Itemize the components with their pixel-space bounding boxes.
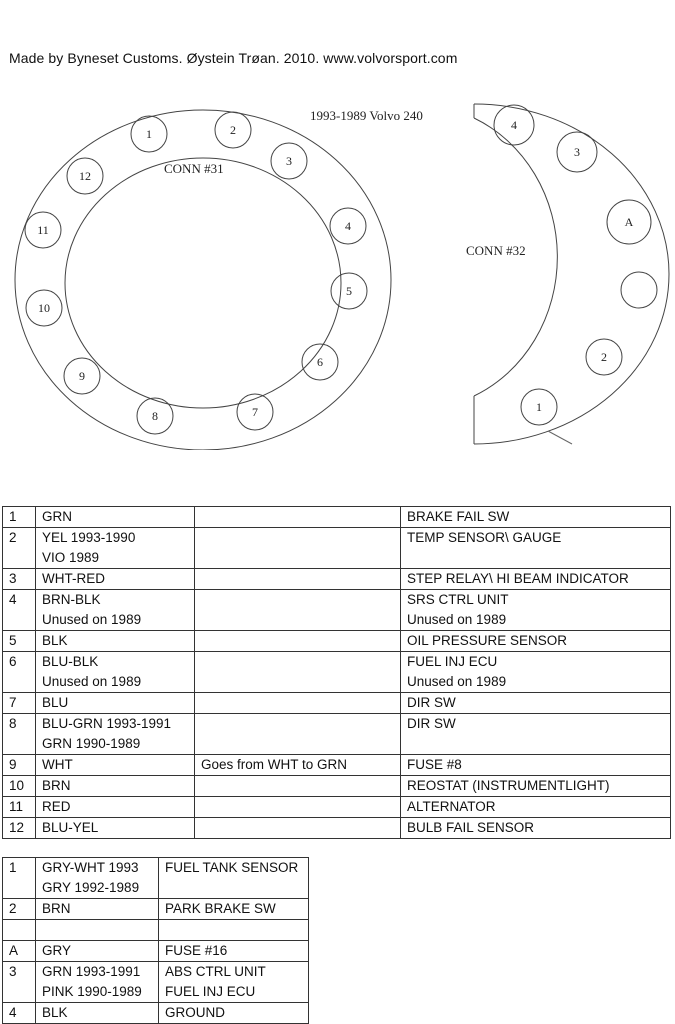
wire-color-cell [36,818,195,839]
pin-cell: 2 [3,899,36,920]
table-row [3,797,671,818]
cell-line: GRN 1993-1991 [42,964,141,979]
conn31-pin-9-label: 9 [79,369,85,383]
cell-line: FUSE #8 [407,757,462,772]
conn32-pin-6-label: 1 [536,400,542,414]
note-cell [195,631,401,652]
cell-line: GRN [42,509,72,524]
cell-line: BLK [42,1005,68,1020]
conn32-pin-3-label: A [624,215,634,229]
function-cell [401,693,671,714]
table-row [3,714,671,755]
cell-line: RED [42,799,71,814]
wire-color-cell [36,797,195,818]
note-cell [195,507,401,528]
conn31-pin-6-label: 6 [317,355,323,369]
cell-line: Unused on 1989 [407,612,507,627]
conn31-pinout-table [2,506,671,839]
cell-line [165,920,302,940]
conn32-pin-2-label: 3 [574,145,580,159]
table-row [3,507,671,528]
note-cell [195,693,401,714]
pin-cell: 12 [3,818,36,839]
conn31-pin-11-label: 11 [37,223,49,237]
table-row [3,818,671,839]
function-cell [401,797,671,818]
table-row [3,1003,309,1024]
cell-line: PINK 1990-1989 [42,984,142,999]
function-cell [159,899,309,920]
table-row [3,631,671,652]
table-row [3,569,671,590]
function-cell [401,776,671,797]
cell-line: REOSTAT (INSTRUMENTLIGHT) [407,778,610,793]
conn31-pin-8-label: 8 [152,409,158,423]
cell-line: BLU-YEL [42,820,99,835]
cell-line: VIO 1989 [42,550,100,565]
cell-line: BULB FAIL SENSOR [407,820,535,835]
wire-color-cell [36,528,195,569]
conn31-pin-12-label: 12 [79,169,91,183]
cell-line: FUEL TANK SENSOR [165,860,299,875]
conn32-pin-1-label: 4 [511,118,517,132]
cell-line: FUEL INJ ECU [165,984,256,999]
wire-color-cell [36,899,159,920]
note-cell: Goes from WHT to GRN [195,755,401,776]
table-row [3,941,309,962]
wire-color-cell [36,920,159,941]
wire-color-cell [36,962,159,1003]
wire-color-cell [36,693,195,714]
note-cell [195,569,401,590]
connector-diagram [0,90,675,450]
conn32-shape [474,104,669,444]
table-row [3,693,671,714]
pin-cell: 7 [3,693,36,714]
cell-line: DIR SW [407,716,456,731]
note-cell [195,714,401,755]
cell-line: BLU [42,695,69,710]
cell-line: Unused on 1989 [42,674,142,689]
table-row [3,528,671,569]
function-cell [159,858,309,899]
table-row [3,899,309,920]
cell-line: ABS CTRL UNIT [165,964,266,979]
pin-cell: 5 [3,631,36,652]
table-row [3,590,671,631]
conn31-pin-2-label: 2 [230,123,236,137]
pin-cell: 10 [3,776,36,797]
cell-line: FUSE #16 [165,943,228,958]
function-cell [159,962,309,1003]
pin-cell: 2 [3,528,36,569]
function-cell [401,569,671,590]
wire-color-cell [36,776,195,797]
table-row [3,920,309,941]
conn31-pin-7-label: 7 [252,405,258,419]
note-cell [195,776,401,797]
function-cell [159,920,309,941]
cell-line: YEL 1993-1990 [42,530,136,545]
pin-cell: 11 [3,797,36,818]
pin-cell: 6 [3,652,36,693]
cell-line: PARK BRAKE SW [165,901,276,916]
table-row [3,755,671,776]
function-cell [401,528,671,569]
pin-cell: 1 [3,858,36,899]
note-cell [195,528,401,569]
cell-line: BLU-GRN 1993-1991 [42,716,172,731]
cell-line: GRN 1990-1989 [42,736,141,751]
function-cell [401,714,671,755]
wire-color-cell [36,714,195,755]
table-row [3,858,309,899]
note-cell [195,818,401,839]
cell-line: OIL PRESSURE SENSOR [407,633,568,648]
pin-cell: 4 [3,590,36,631]
note-cell [195,590,401,631]
pin-cell: 1 [3,507,36,528]
pin-cell: 9 [3,755,36,776]
credit-line: Made by Byneset Customs. Øystein Trøan. 2010. www.volvorsport.com [9,50,458,66]
cell-line: BRN-BLK [42,592,101,607]
cell-line: WHT-RED [42,571,105,586]
cell-line: GROUND [165,1005,225,1020]
cell-line: SRS CTRL UNIT [407,592,509,607]
cell-line: BRN [42,778,71,793]
function-cell [159,1003,309,1024]
cell-line: ALTERNATOR [407,799,496,814]
function-cell [401,755,671,776]
function-cell [401,631,671,652]
cell-line: BRN [42,901,71,916]
cell-line: STEP RELAY\ HI BEAM INDICATOR [407,571,629,586]
cell-line: TEMP SENSOR\ GAUGE [407,530,562,545]
conn32-pin-5-label: 2 [601,350,607,364]
wire-color-cell [36,755,195,776]
pin-cell: 8 [3,714,36,755]
note-cell [195,797,401,818]
conn31-label: CONN #31 [164,161,224,176]
cell-line: DIR SW [407,695,456,710]
function-cell [401,818,671,839]
table-row [3,652,671,693]
cell-line: GRY 1992-1989 [42,880,140,895]
pin-cell: A [3,941,36,962]
conn31-pin-5-label: 5 [346,284,352,298]
cell-line [42,920,152,940]
function-cell [159,941,309,962]
pin-cell: 3 [3,962,36,1003]
note-cell [195,652,401,693]
wire-color-cell [36,631,195,652]
pin-cell [3,920,36,941]
cell-line: BRAKE FAIL SW [407,509,510,524]
cell-line: FUEL INJ ECU [407,654,498,669]
cell-line: WHT [42,757,73,772]
wire-color-cell [36,1003,159,1024]
conn31-pin-1-label: 1 [146,127,152,141]
function-cell [401,652,671,693]
wire-color-cell [36,652,195,693]
cell-line: GRY-WHT 1993 [42,860,139,875]
conn32-label: CONN #32 [466,243,526,258]
wire-color-cell [36,590,195,631]
wire-color-cell [36,941,159,962]
conn31-pin-10-label: 10 [38,301,50,315]
function-cell [401,590,671,631]
cell-line: Unused on 1989 [407,674,507,689]
model-label: 1993-1989 Volvo 240 [310,108,423,123]
table-row [3,776,671,797]
wire-color-cell [36,569,195,590]
conn31-pin-3-label: 3 [286,154,292,168]
conn32-pinout-table [2,857,309,1024]
wire-color-cell [36,507,195,528]
cell-line: GRY [42,943,72,958]
cell-line: Unused on 1989 [42,612,142,627]
pin-cell: 4 [3,1003,36,1024]
table-row [3,962,309,1003]
cell-line: BLK [42,633,68,648]
cell-line: BLU-BLK [42,654,99,669]
conn32-pin-4-circle [621,272,657,308]
conn32-pins [494,105,657,425]
wire-color-cell [36,858,159,899]
conn31-pin-4-label: 4 [345,219,351,233]
function-cell [401,507,671,528]
pin-cell: 3 [3,569,36,590]
